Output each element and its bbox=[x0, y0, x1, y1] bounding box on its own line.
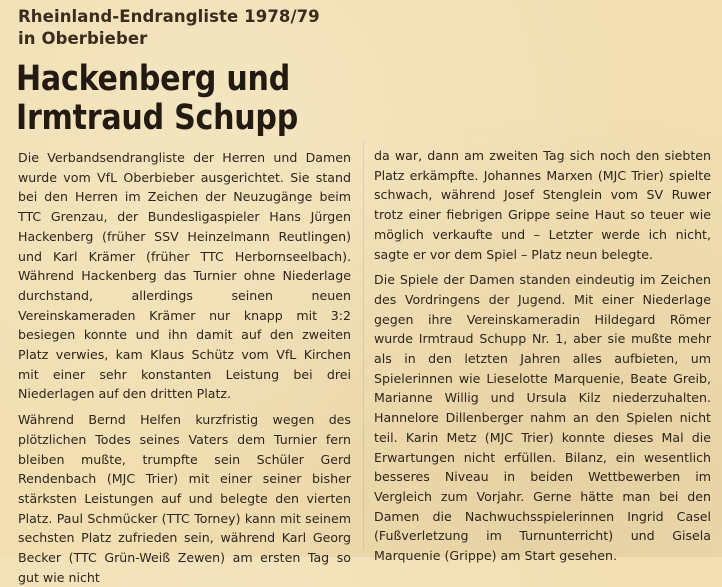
article-headline bbox=[16, 60, 298, 138]
right-paragraph-1: da war, dann am zweiten Tag sich noch den siebten Platz erkämpfte. Johannes Marxen (MJC Trier) spielte schwach, während Josef Stenglein vom SV Ruwer trotz einer fiebrigen Grippe seine Haut so teuer wie möglich verkaufte und – Letzter werde ich nicht, sagte er vor dem Spiel – Platz neun belegte. bbox=[374, 148, 711, 262]
right-column bbox=[374, 146, 711, 566]
column-divider bbox=[363, 140, 364, 550]
headline-line-2: Irmtraud Schupp bbox=[16, 98, 299, 138]
left-paragraph-1: Die Verbandsendrangliste der Herren und Damen wurde vom VfL Oberbieber ausgerichtet. Sie stand bei den Herren im Zeichen der Neuzugänge beim TTC Grenzau, der Bundesligaspieler Hans Jürgen Hackenberg (früher SSV Heinzelmann Reutlingen) und Karl Krämer (früher TTC Herbornseelbach). Während Hackenberg das Turnier ohne Niederlage durchstand, allerdings seinen neuen Vereinskameraden Krämer nur knapp mit 3:2 besiegen konnte und ihn damit auf den zweiten Platz verwies, kam Klaus Schütz vom VfL Kirchen mit einer sehr konstanten Leistung bei drei Niederlagen auf den dritten Platz. bbox=[18, 150, 351, 402]
kicker-line-2: in Oberbieber bbox=[18, 29, 148, 48]
article-kicker bbox=[18, 6, 320, 50]
kicker-line-1: Rheinland-Endrangliste 1978/79 bbox=[18, 7, 320, 26]
right-paragraph-2: Die Spiele der Damen standen eindeutig im Zeichen des Vordringens der Jugend. Mit einer Niederlage gegen ihre Vereinskameradin Hildegard Römer wurde Irmtraud Schupp Nr. 1, aber sie mußte mehr als in den letzten Jahren alles aufbieten, um Spielerinnen wie Lieselotte Marquenie, Beate Greib, Marianne Willig und Ursula Kilz niederzuhalten. Hannelore Dillenberger nahm an den Spielen nicht teil. Karin Metz (MJC Trier) konnte dieses Mal die Erwartungen nicht erfüllen. Bilanz, ein wesentlich besseres Niveau in beiden Wettbewerben im Vergleich zum Vorjahr. Gerne hätte man bei den Damen die Nachwuchsspielerinnen Ingrid Casel (Fußverletzung im Turnunterricht) und Gisela Marquenie (Grippe) am Start gesehen. bbox=[374, 272, 711, 564]
headline-line-1: Hackenberg und bbox=[16, 59, 291, 99]
left-paragraph-2: Während Bernd Helfen kurzfristig wegen des plötzlichen Todes seines Vaters dem Turnier fern bleiben mußte, trumpfte sein Schüler Gerd Rendenbach (MJC Trier) mit einer seiner bisher stärksten Leistungen auf und belegte den vierten Platz. Paul Schmücker (TTC Torney) kann mit seinem sechsten Platz zufrieden sein, während Karl Georg Becker (TTC Grün-Weiß Zewen) am ersten Tag so gut wie nicht bbox=[18, 412, 351, 585]
left-column bbox=[18, 148, 351, 587]
